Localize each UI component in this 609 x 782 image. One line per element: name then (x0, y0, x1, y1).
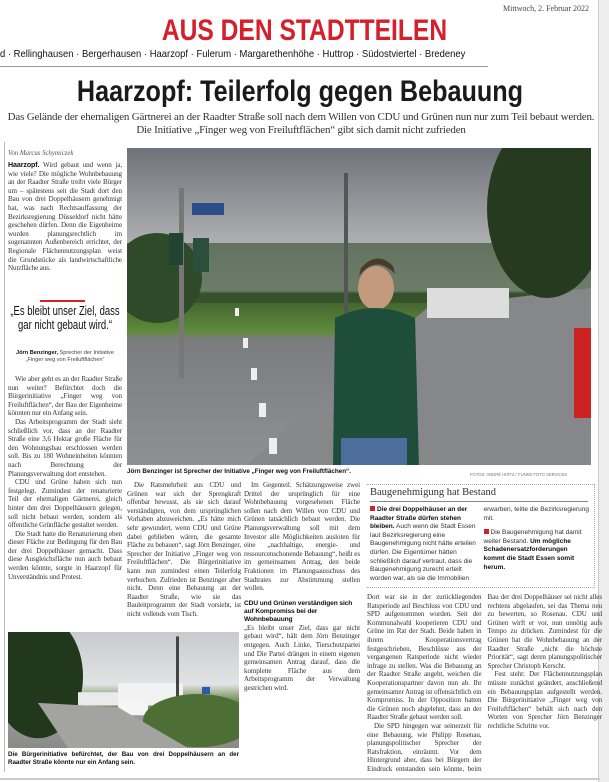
truck (427, 288, 509, 318)
parking-sign (202, 687, 210, 694)
bullet-square-icon (370, 506, 375, 511)
paragraph: Das Arbeitsprogramm der Stadt sieht schließlich vor, dass an der Raadter Straße eine 3,6 Hektar große Fläche für den Wohnungsbau erschlossen werden soll. Bis zu 180 Wohneinheiten könnten nach Berechnung der Planungsverwaltung dort entstehen. (8, 417, 122, 478)
paragraph: Fest steht: Der Flächennutzungsplan müsste zunächst geändert, anschließend ein Bebauungsplan aufgestellt werden. Die Bürgerinitiative „Finger weg von Freiluftflächen“ behält sich nach den Worten von Sprecher Jörn Benzinger rechtliche Schritte vor. (487, 670, 602, 730)
quote-attribution (8, 350, 122, 364)
info-box-bold: Um mögliche Schadenersatzforderungen kommt die Stadt Essen somit herum. (483, 537, 575, 571)
utility-pole (344, 173, 348, 313)
dateline: Haarzopf. (8, 161, 40, 169)
article-columns-4-5 (367, 593, 602, 779)
divider (4, 142, 5, 772)
signpost (179, 188, 184, 378)
article-column-3 (244, 481, 360, 692)
info-box-item (484, 529, 591, 572)
photo-scene (8, 632, 239, 748)
main-photo (127, 148, 591, 465)
subheading: CDU und Grünen verständigen sich auf Kompromiss bei der Wohnbebauung (244, 599, 353, 623)
photo-caption: Jörn Benzinger ist Sprecher der Initiative „Finger weg von Freiluftflächen“. (127, 468, 351, 475)
deck: Das Gelände der ehemaligen Gärtnerei an der Raadter Straße soll nach dem Willen von CDU und Grünen nun nur zum Teil bebaut werden. Die Initiative „Finger weg von Freiluftflächen“ gibt sich damit nicht zufrieden (7, 111, 595, 136)
bullet-square-icon (484, 529, 489, 534)
paragraph: Wie aber geht es an der Raadter Straße nun weiter? Befürchtet doch die Bürgerinitiative „Finger weg von Freiluftflächen“, der Bau der Eigenheime könnten nur ein Anfang sein. (8, 375, 122, 418)
paragraph: Die Stadt hatte die Renaturierung eben dieser Fläche zur Bedingung für den Bau der drei Doppelhäuser gemacht. Dass diese Ausgleichsfläche nun auch bebaut werden könnte, sorgte in Haarzopf für Unverständnis und Protest. (8, 529, 122, 581)
article-column-2 (127, 481, 241, 619)
photo-credit: FOTOS: ANDRÉ HIRTZ / FUNKE FOTO SERVICES (470, 472, 568, 477)
article-column-1 (8, 375, 122, 581)
quote-accent (40, 300, 85, 302)
info-box-text: Die Baugenehmigung hat damit weiter Bestand. (483, 529, 582, 545)
byline: Von Marcus Schymiczek (8, 150, 74, 157)
pull-quote: „Es bleibt unser Ziel, dass gar nicht gebaut wird.“ (10, 304, 120, 332)
photo-scene (127, 148, 591, 465)
issue-date: Mittwoch, 2. Februar 2022 (503, 4, 589, 13)
info-box-body (370, 506, 590, 586)
paragraph: Die SPD hingegen war seinerzeit für eine Bebauung, wie Philipp Rosenau, planungspolitischer Sprecher der Ratsfraktion, einräumt. Vor dem Hintergrund aber, dass bei Bürgern der Eindruck entstanden sein könnte, beim Bau der drei Doppelhäuser sei nicht alles rechtens abgelaufen, sei das Thema neu zu bewerten, so Rosenau. CDU und Grünen wirft er vor, nun unnötig aufs Tempo zu drücken. Zumindest für die Grünen hat die Wohnbebauung an der Raadter Straße „nicht die höchste Priorität“, sagt deren planungspolitischer Sprecher Christoph Kerscht. (367, 593, 602, 773)
paragraph: Dort war sie in der zurückliegenden Ratsperiode auf Beschluss von CDU und SPD aufgenommen worden. Seit der Kommunalwahl kooperieren CDU und Grüne im Rat der Stadt. Beide haben in ihrem Kooperationsvertrag festgeschrieben, Beschlüsse aus der vergangenen Ratsperiode nicht wieder infrage zu stellen. Was die Bebauung an der Raadter Straße angeht, weichen die Kooperationspartner davon nun ab. Ihr gemeinsamer Antrag ist offensichtlich ein Kompromiss. In der Opposition hatten die Grünen noch abgelehnt, dass an der Raadter Straße gebaut werden soll. (367, 593, 482, 722)
quote-role: Sprecher der Initiative „Finger weg von Freiluftflächen“ (25, 350, 114, 363)
lead-text: Wird gebaut und wenn ja, wie viele? Die mögliche Wohnbebauung an der Raadter Straße treibt viele Bürger um – spätestens seit die Stadt dort den Bau von drei Doppelhäusern genehmigt hat, was nach Rechtsauffassung der Bezirksregierung Düsseldorf nicht hätte geschehen dürfen. Denn die Eigenheime wurden planungsrechtlich im sogenannten Außenbereich errichtet, der Regionale Flächennutzungsplan weist die Grundstücke als landwirtschaftliche Nutzfläche aus. (8, 161, 122, 273)
street-sign (192, 203, 224, 215)
info-box-text: Auch wenn die Stadt Essen laut Bezirksregierung eine Baugenehmigung nicht hätte erteilen dürfen. Die Eigentümer hätten schließlich darauf vertraut, dass die Baugenehmigung zurecht erteilt worden war, als sie die Immobilien erwarben, teilte die Bezirksregierung mit. (370, 506, 589, 582)
info-box-bold: Die drei Doppelhäuser an der Raadter Straße dürfen stehen bleiben. (370, 506, 468, 531)
divider (370, 501, 588, 502)
photo-caption: Die Bürgerinitiative befürchtet, der Bau von drei Doppelhäusern an der Raadter Straße könnte nur ein Anfang sein. (8, 751, 239, 767)
paragraph: Im Gegenteil. Schätzungsweise zwei Drittel der ursprünglich für eine Wohnbebauung vorgesehenen Fläche sollen nach dem Willen von CDU und Grünen tatsächlich bebaut werden. Die Planungsverwaltung soll mit dem Investor alle Möglichkeiten ausloten für eine „nachhaltige, energie- und ressourcenschonende Bebauung“, heißt es im gemeinsamen Antrag, den beide Fraktionen im Planungsausschuss des Stadtrates zur Abstimmung stellen wollen. (244, 481, 360, 593)
divider (0, 778, 600, 780)
divider (0, 66, 488, 67)
paragraph: „Es bleibt unser Ziel, dass gar nicht gebaut wird“, hält dem Jörn Benzinger entgegen. Auch Linke, Tierschutzpartei und Die Partei drängen in einem eigenen gemeinsamen Antrag darauf, dass die komplette Fläche aus dem Arbeitsprogramm der Verwaltung gestrichen wird. (244, 623, 360, 692)
lead-paragraph (8, 161, 122, 273)
info-box-title: Baugenehmigung hat Bestand (370, 487, 496, 498)
section-title: AUS DEN STADTTEILEN (161, 14, 448, 47)
secondary-photo (8, 632, 239, 748)
paragraph: CDU und Grüne haben sich nun festgelegt. Zumindest der renaturierte Teil der ehemaligen Gärtnerei, gleich hinter den drei Doppelhäusern gelegen, soll nicht bebaut werden, sondern als öffentliche Grünfläche gestaltet werden. (8, 478, 122, 530)
quote-name: Jörn Benzinger, (16, 350, 58, 356)
headline: Haarzopf: Teilerfolg gegen Bebauung (76, 75, 524, 108)
district-nav: d · Rellinghausen · Bergerhausen · Haarzopf · Fulerum · Margarethenhöhe · Huttrop · Südostviertel · Bredeney (0, 48, 466, 60)
paragraph: Die Ratsmehrheit aus CDU und Grünen war sich der Sprengkraft offenbar bewusst, als sie sich darauf verständigten, von dem ursprünglichen Vorhaben abzuweichen. „Es hätte mich sehr gewundert, wenn CDU und Grüne dabei geblieben wären, die gesamte Fläche zu bebauen“, sagt Jörn Benzinger, Sprecher der Initiative „Finger weg von Freiluftflächen“. Die Bürgerinitiative kann nun zumindest einen Teilerfolg verbuchen. Zufrieden ist Benzinger aber nicht. Denn eine Bebauung an der Raadter Straße, wie sie das Bauleitprogramm der Stadt vorsieht, ist nicht vollends vom Tisch. (127, 481, 241, 618)
